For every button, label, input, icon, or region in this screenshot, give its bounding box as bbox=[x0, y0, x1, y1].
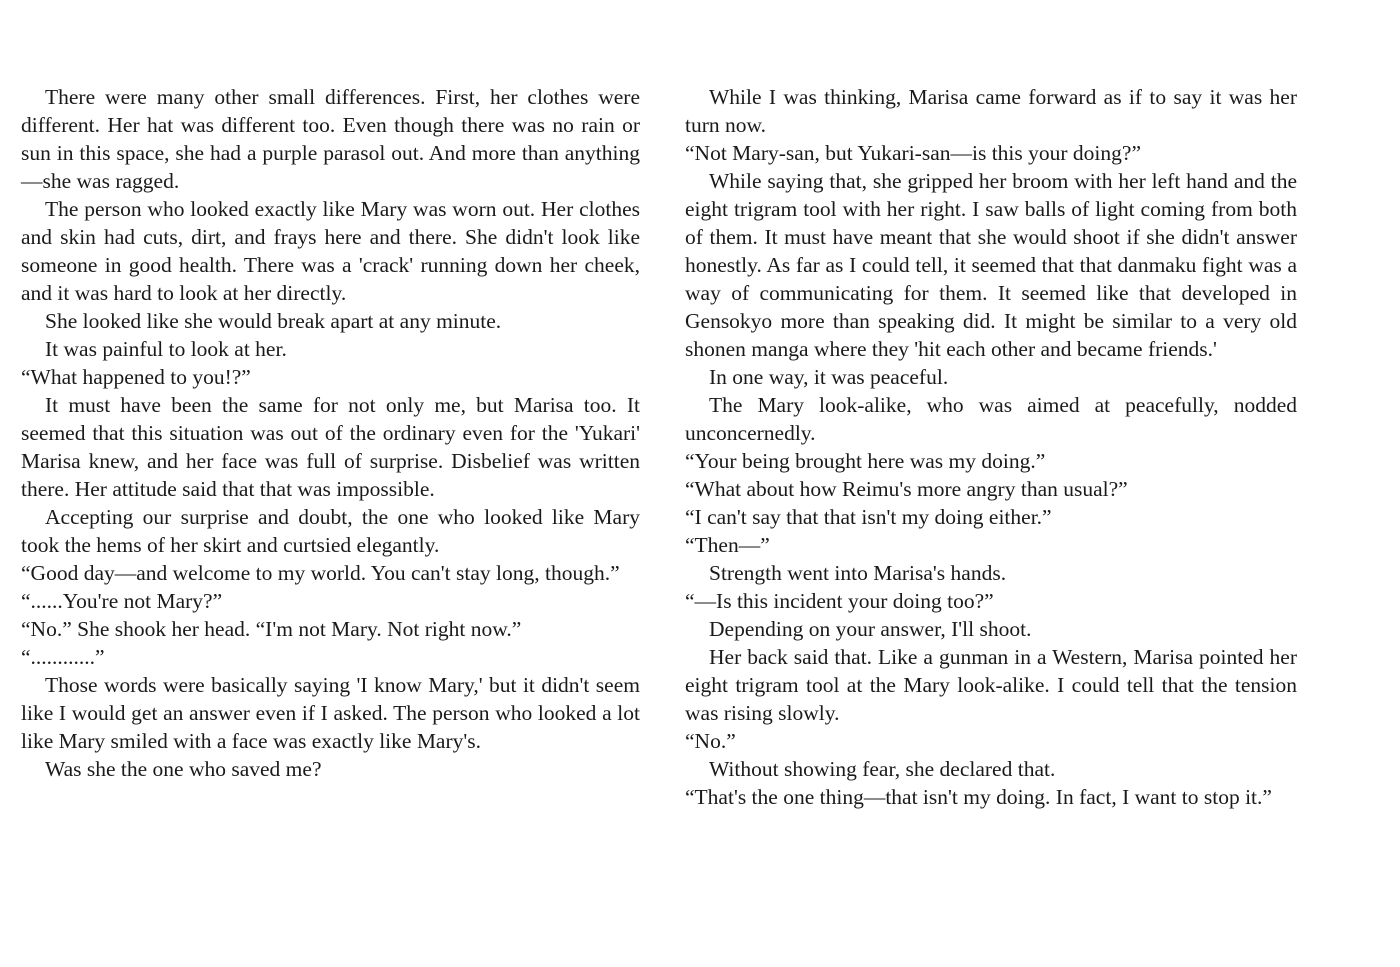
paragraph: In one way, it was peaceful. bbox=[709, 365, 949, 389]
dialogue-line: “—Is this incident your doing too?” bbox=[685, 589, 994, 613]
dialogue-line: “......You're not Mary?” bbox=[21, 589, 223, 613]
paragraph: There were many other small differences. First, her clothes were different. Her hat was different too. Even though there was no rain or sun in this space, she had a purple parasol out. And more than anything—she was ragged. bbox=[21, 85, 640, 193]
paragraph: While I was thinking, Marisa came forward as if to say it was her turn now. bbox=[685, 85, 1297, 137]
paragraph: The person who looked exactly like Mary was worn out. Her clothes and skin had cuts, dirt, and frays here and there. She didn't look like someone in good health. There was a 'crack' running down her cheek, and it was hard to look at her directly. bbox=[21, 197, 640, 305]
paragraph: Those words were basically saying 'I know Mary,' but it didn't seem like I would get an answer even if I asked. The person who looked a lot like Mary smiled with a face was exactly like Mary's. bbox=[21, 673, 640, 753]
paragraph: Accepting our surprise and doubt, the one who looked like Mary took the hems of her skirt and curtsied elegantly. bbox=[21, 505, 640, 557]
dialogue-line: “Not Mary-san, but Yukari-san—is this your doing?” bbox=[685, 141, 1141, 165]
left-text-column bbox=[21, 83, 640, 783]
dialogue-line: “Good day—and welcome to my world. You can't stay long, though.” bbox=[21, 561, 620, 585]
paragraph: It must have been the same for not only me, but Marisa too. It seemed that this situation was out of the ordinary even for the 'Yukari' Marisa knew, and her face was full of surprise. Disbelief was written there. Her attitude said that that was impossible. bbox=[21, 393, 640, 501]
dialogue-line: “I can't say that that isn't my doing either.” bbox=[685, 505, 1052, 529]
dialogue-line: “............” bbox=[21, 645, 105, 669]
dialogue-line: “That's the one thing—that isn't my doing. In fact, I want to stop it.” bbox=[685, 785, 1272, 809]
paragraph: The Mary look-alike, who was aimed at peacefully, nodded unconcernedly. bbox=[685, 393, 1297, 445]
dialogue-line: “Your being brought here was my doing.” bbox=[685, 449, 1046, 473]
paragraph: Without showing fear, she declared that. bbox=[709, 757, 1056, 781]
dialogue-line: “What about how Reimu's more angry than usual?” bbox=[685, 477, 1128, 501]
paragraph: Her back said that. Like a gunman in a Western, Marisa pointed her eight trigram tool at the Mary look-alike. I could tell that the tension was rising slowly. bbox=[685, 645, 1297, 725]
right-text-column bbox=[685, 83, 1297, 811]
dialogue-line: “No.” bbox=[685, 729, 736, 753]
paragraph: Depending on your answer, I'll shoot. bbox=[709, 617, 1032, 641]
dialogue-line: “Then—” bbox=[685, 533, 770, 557]
paragraph: Strength went into Marisa's hands. bbox=[709, 561, 1007, 585]
paragraph: She looked like she would break apart at any minute. bbox=[45, 309, 502, 333]
dialogue-line: “What happened to you!?” bbox=[21, 365, 251, 389]
paragraph: Was she the one who saved me? bbox=[45, 757, 322, 781]
paragraph: It was painful to look at her. bbox=[45, 337, 287, 361]
paragraph: While saying that, she gripped her broom with her left hand and the eight trigram tool with her right. I saw balls of light coming from both of them. It must have meant that she would shoot if she didn't answer honestly. As far as I could tell, it seemed that that danmaku fight was a way of communicating for them. It seemed like that developed in Gensokyo more than speaking did. It might be similar to a very old shonen manga where they 'hit each other and became friends.' bbox=[685, 169, 1297, 361]
dialogue-line: “No.” She shook her head. “I'm not Mary. Not right now.” bbox=[21, 617, 522, 641]
